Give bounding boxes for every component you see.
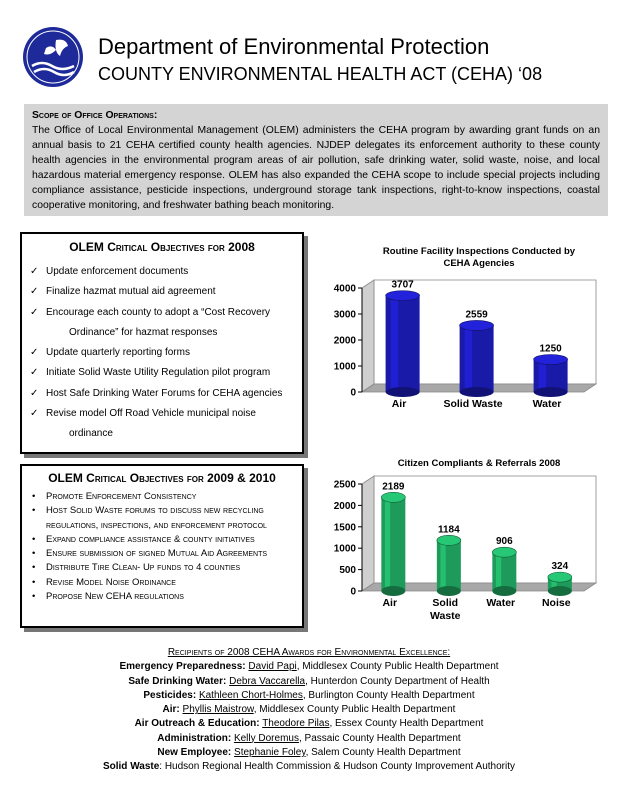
- check-icon: ✓: [30, 266, 39, 277]
- awards-heading: Recipients of 2008 CEHA Awards for Environmental Excellence:: [167, 647, 451, 658]
- award-organization: , Essex County Health Department: [329, 718, 484, 730]
- bar-highlight: [496, 552, 501, 591]
- data-label: 324: [551, 561, 569, 573]
- bar-base: [492, 586, 516, 596]
- bar: [386, 291, 420, 397]
- bar-base: [386, 387, 420, 397]
- y-tick-label: 500: [339, 565, 356, 577]
- complaints-chart-svg: [320, 454, 610, 640]
- bar-highlight: [465, 325, 472, 392]
- page-title: Department of Environmental Protection: [98, 34, 490, 59]
- check-icon: ✓: [30, 408, 39, 420]
- award-category: New Employee:: [157, 747, 232, 759]
- award-row: [0, 703, 618, 717]
- bar-base: [437, 586, 461, 596]
- y-tick-label: 1000: [333, 543, 356, 555]
- award-row: [0, 746, 618, 760]
- objectives-2008-box: [20, 232, 304, 454]
- chart-side-wall: [362, 280, 374, 392]
- award-row: [0, 760, 618, 774]
- objective-text: Initiate Solid Waste Utility Regulation pilot program: [46, 367, 271, 379]
- data-label: 1184: [437, 524, 460, 536]
- objective-item: • Distribute Tire Clean- Up funds to 4 counties: [30, 561, 294, 575]
- x-tick-label: Noise: [541, 597, 571, 609]
- scope-section: [24, 104, 608, 216]
- objective-item: • Promote Enforcement Consistency: [30, 490, 294, 504]
- bar-top: [460, 320, 494, 330]
- objective-text: Update enforcement documents: [46, 266, 189, 277]
- bar: [534, 355, 568, 398]
- award-row: [0, 717, 618, 731]
- award-organization: , Salem County Health Department: [305, 747, 461, 759]
- x-tick-label: Solid Waste: [429, 597, 461, 622]
- y-tick-label: 2500: [333, 479, 356, 491]
- x-tick-label: Air: [382, 597, 398, 609]
- award-recipient: Theodore Pilas: [262, 718, 330, 730]
- bar: [460, 320, 494, 397]
- award-category: Air Outreach & Education:: [134, 718, 260, 730]
- award-recipient: Kathleen Chort-Holmes: [198, 689, 303, 701]
- objective-item: [30, 282, 294, 302]
- check-icon: ✓: [30, 367, 39, 379]
- objective-item: • Expand compliance assistance & county initiatives: [30, 533, 294, 547]
- bar-base: [548, 586, 572, 596]
- y-tick-label: 2000: [333, 500, 356, 512]
- bar: [381, 492, 405, 596]
- check-icon: ✓: [30, 347, 39, 359]
- bar: [437, 535, 461, 596]
- bar-top: [548, 572, 572, 582]
- objectives-2009-box: [20, 464, 304, 628]
- objectives-2009-list: [30, 490, 294, 604]
- objective-item: [30, 404, 294, 445]
- check-icon: ✓: [30, 387, 39, 399]
- objectives-2009-heading: OLEM Critical Objectives for 2009 & 2010: [48, 471, 276, 485]
- award-recipient: Phyllis Maistrow: [182, 704, 254, 716]
- complaints-chart: [320, 454, 610, 640]
- data-label: 906: [496, 536, 513, 548]
- bar-top: [381, 492, 405, 502]
- inspections-chart: [320, 238, 610, 416]
- bar-base: [381, 586, 405, 596]
- y-tick-label: 4000: [333, 283, 356, 295]
- award-category: Pesticides:: [143, 689, 197, 701]
- check-icon: ✓: [30, 286, 39, 298]
- y-tick-label: 1000: [333, 361, 356, 373]
- page-header: [0, 0, 618, 100]
- bar-top: [386, 291, 420, 301]
- award-recipient: Kelly Doremus: [233, 732, 299, 744]
- inspections-chart-svg: [320, 238, 610, 416]
- award-category: Administration:: [157, 732, 232, 744]
- objectives-2008-heading: OLEM Critical Objectives for 2008: [69, 240, 255, 254]
- x-tick-label: Air: [391, 398, 407, 410]
- award-recipient: David Papi: [248, 661, 297, 673]
- objective-item: [30, 262, 294, 282]
- objective-text: Update quarterly reporting forms: [46, 347, 190, 359]
- award-organization: , Passaic County Health Department: [298, 732, 461, 744]
- award-row: [0, 675, 618, 689]
- y-tick-label: 2000: [333, 335, 356, 347]
- bar-highlight: [391, 296, 398, 392]
- bar-highlight: [440, 540, 445, 591]
- y-tick-label: 0: [350, 387, 356, 399]
- objective-item: • Ensure submission of signed Mutual Aid Agreements: [30, 547, 294, 561]
- x-tick-label: Solid Waste: [443, 398, 503, 410]
- objective-item: • Host Solid Waste forums to discuss new recycling regulations, inspections, and enforcement protocol: [30, 504, 294, 533]
- njdep-logo: [22, 26, 84, 88]
- objective-text: Finalize hazmat mutual aid agreement: [46, 286, 216, 298]
- award-category: Emergency Preparedness:: [119, 661, 246, 673]
- bar-base: [534, 387, 568, 397]
- objective-item: • Propose New CEHA regulations: [30, 590, 294, 604]
- award-organization: , Hunterdon County Department of Health: [305, 675, 490, 687]
- awards-list: [0, 660, 618, 774]
- check-icon: ✓: [30, 306, 39, 318]
- bar-top: [534, 355, 568, 365]
- y-tick-label: 0: [350, 586, 356, 598]
- bar-highlight: [385, 497, 390, 591]
- objective-item: [30, 363, 294, 383]
- x-tick-label: Water: [486, 597, 516, 609]
- award-organization: : Hudson Regional Health Commission & Hudson County Improvement Authority: [159, 761, 516, 773]
- objective-item: [30, 303, 294, 344]
- data-label: 2559: [465, 309, 488, 321]
- objective-text-cont: ordinance: [69, 428, 113, 440]
- data-label: 1250: [539, 343, 562, 355]
- objective-text: Encourage each county to adopt a “Cost Recovery: [46, 306, 271, 318]
- award-recipient: Debra Vaccarella: [229, 675, 306, 687]
- award-organization: , Middlesex County Public Health Department: [296, 661, 499, 673]
- bar-base: [460, 387, 494, 397]
- award-organization: , Middlesex County Public Health Department: [253, 704, 456, 716]
- objective-item: [30, 384, 294, 404]
- award-organization: , Burlington County Health Department: [302, 689, 475, 701]
- page-subtitle: COUNTY ENVIRONMENTAL HEALTH ACT (CEHA) ‘08: [98, 64, 543, 84]
- data-label: 2189: [382, 481, 405, 493]
- award-row: [0, 732, 618, 746]
- award-row: [0, 660, 618, 674]
- objective-text: Revise model Off Road Vehicle municipal noise: [46, 408, 256, 420]
- award-category: Safe Drinking Water:: [128, 675, 227, 687]
- objective-text-cont: Ordinance” for hazmat responses: [69, 326, 218, 338]
- chart-title: Citizen Compliants & Referrals 2008: [397, 458, 561, 469]
- awards-recipients: [0, 646, 618, 775]
- objective-text: Host Safe Drinking Water Forums for CEHA agencies: [46, 387, 283, 399]
- chart-title: Routine Facility Inspections Conducted by CEHA Agencies: [382, 246, 576, 269]
- award-category: Solid Waste: [102, 761, 160, 773]
- bar: [548, 572, 572, 596]
- objective-item: • Revise Model Noise Ordinance: [30, 576, 294, 590]
- objective-item: [30, 343, 294, 363]
- bar-top: [437, 535, 461, 545]
- objectives-2008-list: [30, 262, 294, 445]
- bar: [492, 547, 516, 596]
- award-category: Air:: [162, 704, 180, 716]
- y-tick-label: 3000: [333, 309, 356, 321]
- chart-side-wall: [362, 476, 374, 591]
- data-label: 3707: [391, 279, 414, 291]
- award-row: [0, 689, 618, 703]
- scope-heading: Scope of Office Operations:: [32, 110, 158, 121]
- award-recipient: Stephanie Foley: [234, 747, 306, 759]
- bar-top: [492, 547, 516, 557]
- scope-body: The Office of Local Environmental Management (OLEM) administers the CEHA program by awarding grant funds on an annual basis to 21 CEHA certified county health agencies. NJDEP delegates its enforcement authority to these county health agencies in the environmental program areas of air pollution, safe drinking water, solid waste, noise, and local hazardous material emergency response. OLEM has also expanded the CEHA scope to include special projects including compliance assistance, pesticide inspections, underground storage tank inspections, right-to-know inspections, coastal cooperative monitoring, and freshwater bathing beach monitoring.: [32, 125, 600, 211]
- x-tick-label: Water: [532, 398, 562, 410]
- y-tick-label: 1500: [333, 522, 356, 534]
